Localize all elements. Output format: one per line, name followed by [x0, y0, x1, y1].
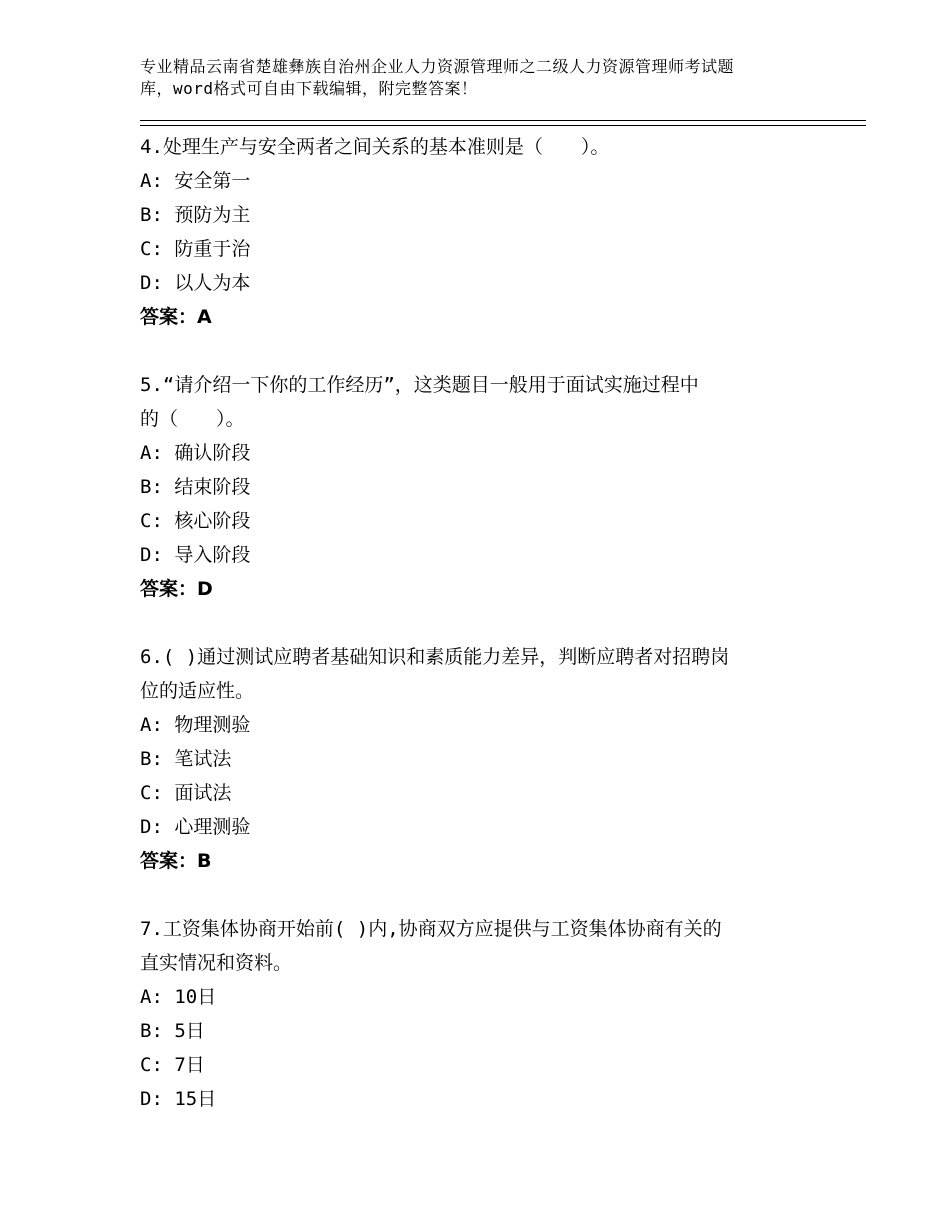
- question-stem: 4.处理生产与安全两者之间关系的基本准则是（ ）。: [140, 136, 610, 158]
- question-stem-line-2: 位的适应性。: [140, 680, 255, 702]
- option-c: C: 面试法: [140, 782, 232, 804]
- question-5: [140, 368, 866, 606]
- option-a: A: 10日: [140, 986, 217, 1008]
- spacer: [140, 334, 866, 368]
- document-header: [140, 56, 866, 102]
- answer-label: 答案：A: [140, 306, 212, 328]
- option-d: D: 15日: [140, 1088, 217, 1110]
- question-6: [140, 640, 866, 878]
- option-c: C: 防重于治: [140, 238, 251, 260]
- option-a: A: 物理测验: [140, 714, 251, 736]
- option-a: A: 安全第一: [140, 170, 251, 192]
- document-page: [140, 56, 866, 1116]
- option-b: B: 预防为主: [140, 204, 251, 226]
- question-stem-line-1: 5.“请介绍一下你的工作经历”，这类题目一般用于面试实施过程中: [140, 374, 699, 396]
- spacer: [140, 878, 866, 912]
- spacer: [140, 606, 866, 640]
- option-b: B: 结束阶段: [140, 476, 251, 498]
- option-a: A: 确认阶段: [140, 442, 251, 464]
- question-stem-line-2: 直实情况和资料。: [140, 952, 293, 974]
- question-stem-line-1: 7.工资集体协商开始前( )内,协商双方应提供与工资集体协商有关的: [140, 918, 722, 940]
- option-d: D: 心理测验: [140, 816, 251, 838]
- option-b: B: 5日: [140, 1020, 205, 1042]
- question-4: [140, 130, 866, 334]
- header-line-2: 库，word格式可自由下载编辑，附完整答案！: [140, 79, 478, 98]
- option-c: C: 7日: [140, 1054, 205, 1076]
- answer-label: 答案：B: [140, 850, 212, 872]
- option-b: B: 笔试法: [140, 748, 232, 770]
- option-d: D: 以人为本: [140, 272, 251, 294]
- answer-label: 答案：D: [140, 578, 213, 600]
- option-c: C: 核心阶段: [140, 510, 251, 532]
- question-7: [140, 912, 866, 1116]
- question-stem-line-1: 6.( )通过测试应聘者基础知识和素质能力差异，判断应聘者对招聘岗: [140, 646, 730, 668]
- question-stem-line-2: 的（ ）。: [140, 408, 245, 430]
- header-divider: [140, 120, 866, 126]
- option-d: D: 导入阶段: [140, 544, 251, 566]
- header-line-1: 专业精品云南省楚雄彝族自治州企业人力资源管理师之二级人力资源管理师考试题: [140, 57, 735, 76]
